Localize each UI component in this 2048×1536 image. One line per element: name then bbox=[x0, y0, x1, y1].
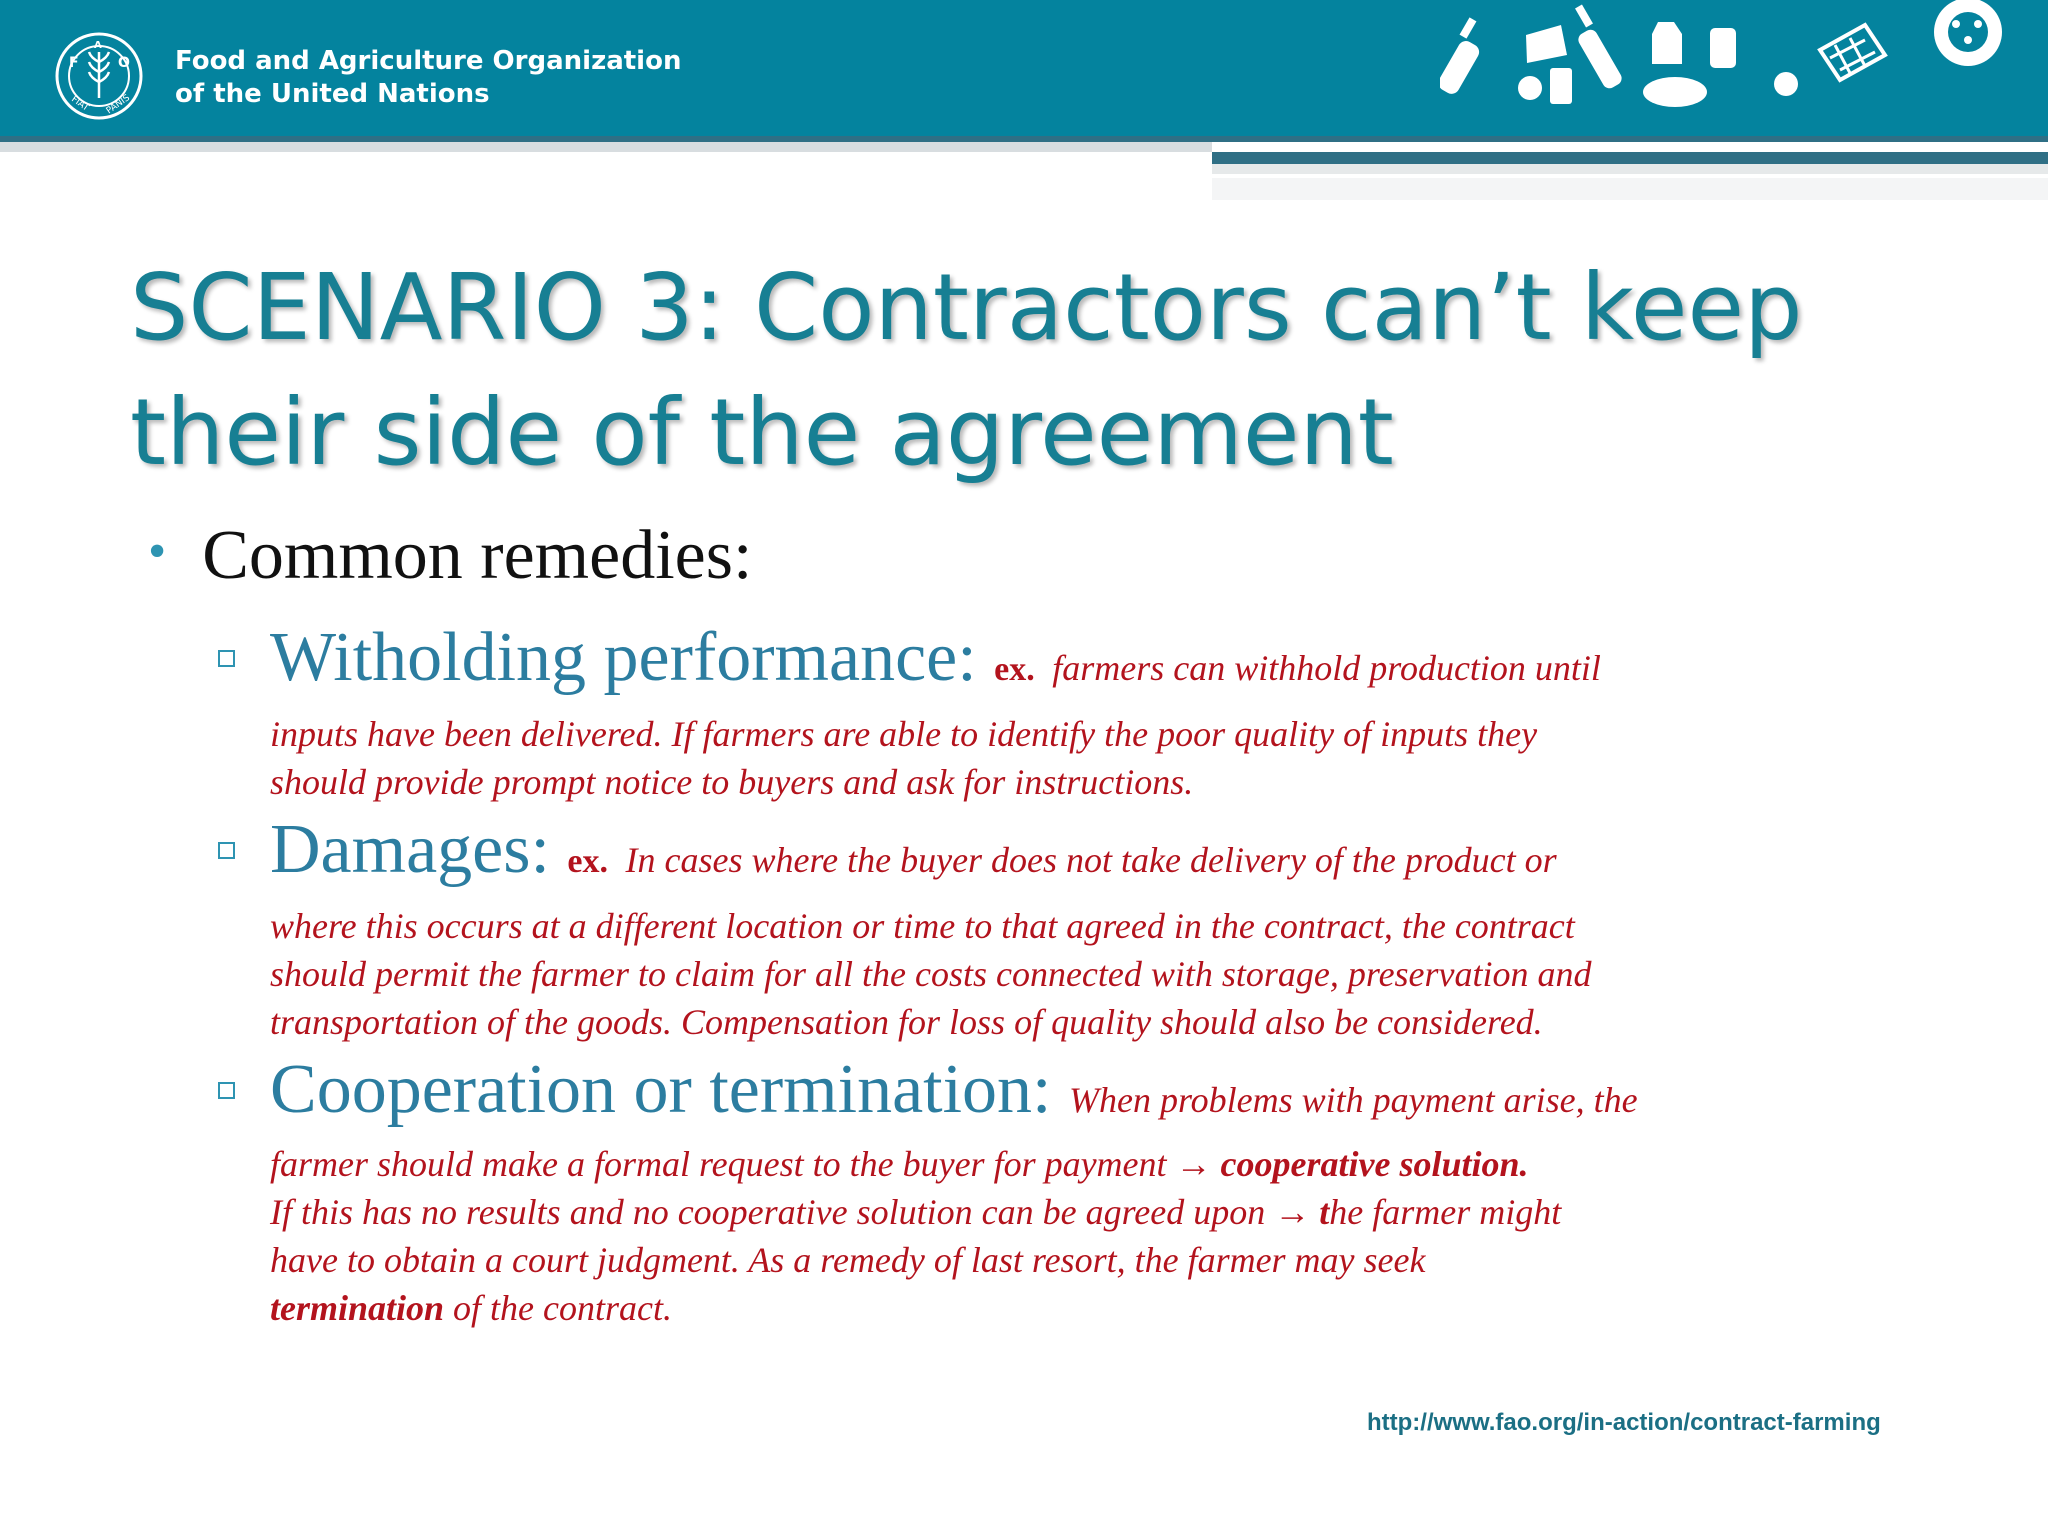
org-name-line1: Food and Agriculture Organization bbox=[175, 46, 682, 76]
slide-title bbox=[130, 245, 1930, 495]
header-stripe bbox=[1212, 178, 2048, 200]
termination-emphasis: termination bbox=[270, 1288, 445, 1328]
can-icon bbox=[1710, 28, 1736, 68]
remedy-body bbox=[270, 1050, 1950, 1332]
fao-logo-icon bbox=[55, 32, 143, 120]
wine-bottle-icon bbox=[1575, 4, 1624, 90]
remedy-heading-line bbox=[270, 618, 1950, 710]
logo-letter-a: A bbox=[94, 40, 102, 51]
remedy-note: farmers can withhold production until bbox=[1052, 648, 1601, 688]
remedy-text-line: where this occurs at a different location or time to that agreed in the contract, the contract bbox=[270, 906, 1575, 946]
cheese-icon bbox=[1526, 25, 1567, 63]
bullet-icon: • bbox=[148, 523, 167, 580]
example-label: ex. bbox=[994, 651, 1035, 688]
remedy-heading: Damages: bbox=[270, 811, 550, 888]
square-bullet-icon bbox=[218, 1082, 235, 1099]
logo-letter-o: O bbox=[118, 55, 130, 71]
example-label: ex. bbox=[567, 843, 608, 880]
title-line1: SCENARIO 3: Contractors can’t keep bbox=[130, 254, 1803, 361]
remedy-text-segment: he farmer might bbox=[1329, 1192, 1562, 1232]
tomato-icon bbox=[1774, 72, 1798, 96]
remedy-text-line bbox=[270, 1188, 1950, 1236]
remedy-text-line bbox=[270, 1284, 1950, 1332]
main-bullet-label: Common remedies: bbox=[202, 517, 753, 594]
remedy-text-line: should permit the farmer to claim for all the costs connected with storage, preservation and bbox=[270, 954, 1592, 994]
remedy-text-line: should provide prompt notice to buyers and ask for instructions. bbox=[270, 762, 1194, 802]
remedy-note: In cases where the buyer does not take delivery of the product or bbox=[625, 840, 1557, 880]
food-icons-decoration bbox=[1440, 0, 2048, 136]
remedy-body bbox=[270, 810, 1950, 1046]
bread-icon bbox=[1643, 77, 1707, 107]
remedy-text-line: transportation of the goods. Compensation for loss of quality should also be considered. bbox=[270, 1002, 1543, 1042]
logo-motto-fiat: FIAT bbox=[69, 94, 91, 114]
gear-icon bbox=[1934, 0, 2002, 66]
basket-icon bbox=[1820, 25, 1885, 80]
remedy-body bbox=[270, 618, 1950, 806]
bottle-icon bbox=[1440, 17, 1482, 96]
square-bullet-icon bbox=[218, 650, 235, 667]
square-bullet-icon bbox=[218, 842, 235, 859]
remedy-text-line: have to obtain a court judgment. As a remedy of last resort, the farmer may seek bbox=[270, 1240, 1426, 1280]
remedy-heading: Witholding performance: bbox=[270, 619, 977, 696]
cooperative-solution-emphasis: cooperative solution. bbox=[1220, 1144, 1529, 1184]
logo-motto-panis: PANIS bbox=[104, 93, 132, 117]
remedy-text-segment: of the contract. bbox=[444, 1288, 672, 1328]
main-bullet bbox=[148, 512, 752, 596]
org-name-line2: of the United Nations bbox=[175, 79, 490, 109]
remedy-note: When problems with payment arise, the bbox=[1068, 1080, 1638, 1120]
header-stripe bbox=[0, 142, 1212, 152]
header-stripe bbox=[1212, 164, 2048, 174]
logo-letter-f: F bbox=[69, 55, 79, 71]
apple-icon bbox=[1518, 76, 1542, 100]
source-url-link[interactable]: http://www.fao.org/in-action/contract-farming bbox=[1367, 1409, 1881, 1436]
remedy-text-line bbox=[270, 1140, 1950, 1188]
remedy-text-segment: If this has no results and no cooperative solution can be agreed upon → bbox=[270, 1192, 1320, 1232]
header-stripe bbox=[1212, 152, 2048, 164]
remedy-text-segment: farmer should make a formal request to the buyer for payment → bbox=[270, 1144, 1221, 1184]
title-line2: their side of the agreement bbox=[130, 379, 1394, 486]
remedy-heading-line bbox=[270, 810, 1950, 902]
remedy-heading-line bbox=[270, 1050, 1950, 1140]
remedy-text-line: inputs have been delivered. If farmers are able to identify the poor quality of inputs they bbox=[270, 714, 1538, 754]
glass-icon bbox=[1550, 68, 1572, 104]
header-banner bbox=[0, 0, 2048, 136]
milk-carton-icon bbox=[1652, 22, 1682, 64]
emphasis-letter: t bbox=[1319, 1192, 1330, 1232]
remedy-heading: Cooperation or termination: bbox=[270, 1051, 1052, 1128]
organization-name bbox=[175, 45, 681, 111]
